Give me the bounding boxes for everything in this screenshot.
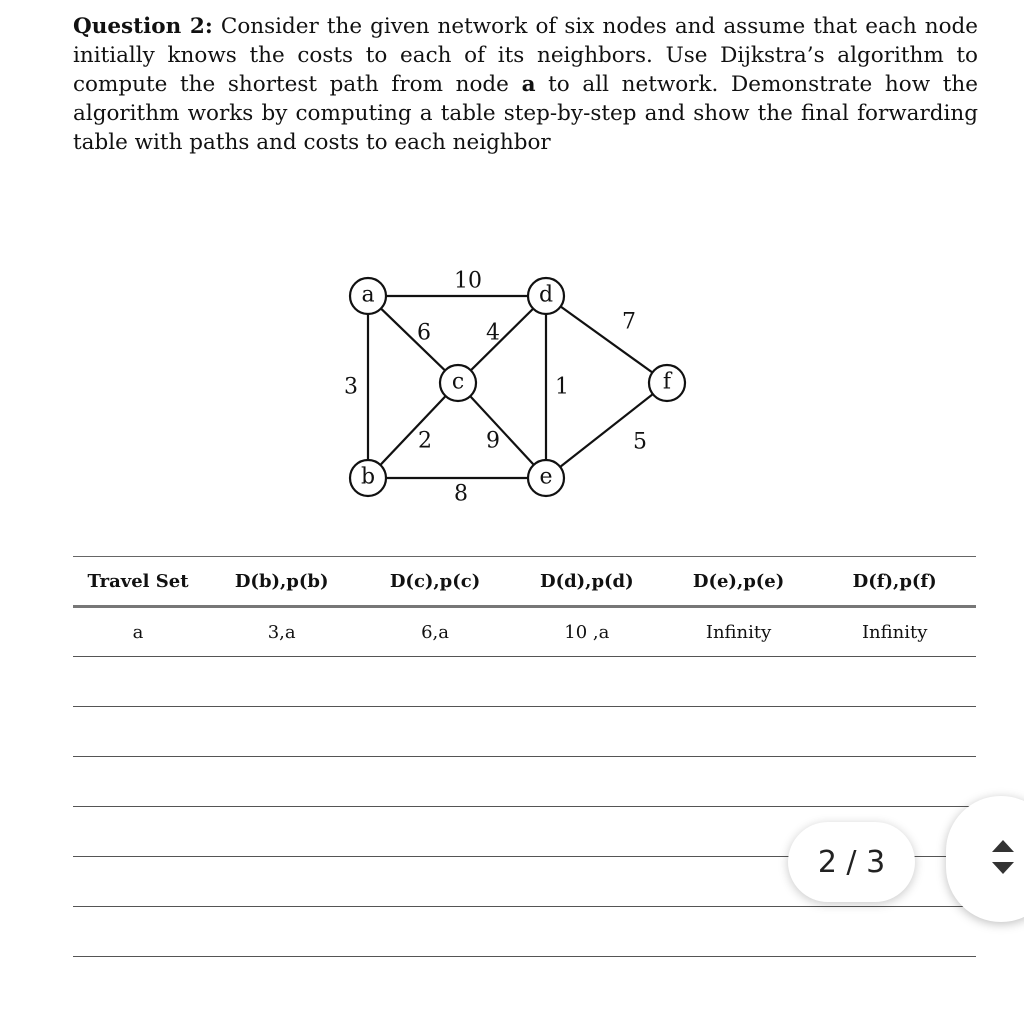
node-c bbox=[440, 365, 476, 401]
question-bold-node: a bbox=[521, 72, 536, 97]
table-cell bbox=[813, 907, 976, 957]
edge-weight-d-e: 1 bbox=[555, 374, 569, 400]
table-cell bbox=[360, 657, 510, 707]
table-row bbox=[73, 607, 976, 657]
edge-weight-a-c: 6 bbox=[417, 320, 431, 346]
table-cell bbox=[203, 857, 360, 907]
node-label-c: c bbox=[451, 369, 465, 395]
edge-weight-c-e: 9 bbox=[486, 428, 500, 454]
edge-c-e bbox=[458, 383, 546, 478]
header-db: D(b),p(b) bbox=[203, 557, 360, 607]
table-cell: 3,a bbox=[267, 621, 296, 643]
table-cell bbox=[73, 807, 203, 857]
table-cell bbox=[203, 657, 360, 707]
table-cell bbox=[510, 857, 664, 907]
table-cell bbox=[813, 707, 976, 757]
table-cell: 10 ,a bbox=[564, 621, 610, 643]
edge-d-f bbox=[546, 296, 667, 383]
header-dc: D(c),p(c) bbox=[360, 557, 510, 607]
table-cell bbox=[73, 757, 203, 807]
node-label-d: d bbox=[538, 282, 554, 308]
table-cell bbox=[203, 757, 360, 807]
table-cell bbox=[664, 707, 814, 757]
table-cell bbox=[360, 757, 510, 807]
edge-weight-e-f: 5 bbox=[633, 429, 647, 455]
table-cell bbox=[510, 907, 664, 957]
edge-weight-a-b: 3 bbox=[344, 374, 358, 400]
header-travel-set: Travel Set bbox=[73, 557, 203, 607]
table-cell bbox=[360, 907, 510, 957]
table-cell bbox=[73, 707, 203, 757]
table-cell bbox=[360, 807, 510, 857]
table-cell: Infinity bbox=[705, 621, 772, 643]
table-cell bbox=[510, 757, 664, 807]
node-label-a: a bbox=[361, 282, 375, 308]
edge-weight-c-d: 4 bbox=[486, 320, 500, 346]
node-label-f: f bbox=[662, 369, 672, 395]
table-cell bbox=[360, 707, 510, 757]
table-cell bbox=[360, 857, 510, 907]
table-cell bbox=[664, 657, 814, 707]
header-de: D(e),p(e) bbox=[664, 557, 814, 607]
table-cell bbox=[813, 757, 976, 807]
table-cell: a bbox=[132, 621, 144, 643]
table-cell bbox=[510, 657, 664, 707]
table-cell bbox=[813, 657, 976, 707]
node-label-b: b bbox=[360, 464, 376, 490]
edge-weight-b-c: 2 bbox=[418, 428, 432, 454]
page-indicator: 2 / 3 bbox=[788, 822, 915, 902]
table-cell bbox=[510, 807, 664, 857]
down-arrow-icon bbox=[992, 862, 1014, 874]
header-dd: D(d),p(d) bbox=[510, 557, 664, 607]
table-row bbox=[73, 907, 976, 957]
question-label: Question 2: bbox=[73, 14, 213, 39]
edge-weight-d-f: 7 bbox=[622, 309, 636, 335]
node-d bbox=[528, 278, 564, 314]
node-label-e: e bbox=[539, 464, 553, 490]
up-arrow-icon bbox=[992, 840, 1014, 852]
node-b bbox=[350, 460, 386, 496]
node-a bbox=[350, 278, 386, 314]
question-body-2: to all network. Demonstrate how the algorithm works by computing a table step-by-step and show the final forwarding table with paths and costs to each neighbor bbox=[73, 72, 978, 155]
header-df: D(f),p(f) bbox=[813, 557, 976, 607]
table-header-row bbox=[73, 557, 976, 607]
table-row bbox=[73, 657, 976, 707]
table-cell bbox=[510, 707, 664, 757]
table-cell bbox=[203, 907, 360, 957]
question-body-1: Consider the given network of six nodes and assume that each node initially knows the costs to each of its neighbors. Use Dijkstra’s algorithm to compute the shortest path from node bbox=[73, 14, 978, 97]
table-cell: 6,a bbox=[421, 621, 449, 643]
table-cell bbox=[73, 907, 203, 957]
table-row bbox=[73, 757, 976, 807]
edge-b-c bbox=[368, 383, 458, 478]
table-cell bbox=[664, 757, 814, 807]
table-row bbox=[73, 707, 976, 757]
node-f bbox=[649, 365, 685, 401]
table-cell bbox=[203, 807, 360, 857]
node-e bbox=[528, 460, 564, 496]
edge-weight-b-e: 8 bbox=[454, 481, 468, 507]
table-cell: Infinity bbox=[861, 621, 928, 643]
table-cell bbox=[664, 907, 814, 957]
table-cell bbox=[73, 657, 203, 707]
edge-weight-a-d: 10 bbox=[454, 268, 482, 294]
table-cell bbox=[73, 857, 203, 907]
table-cell bbox=[203, 707, 360, 757]
